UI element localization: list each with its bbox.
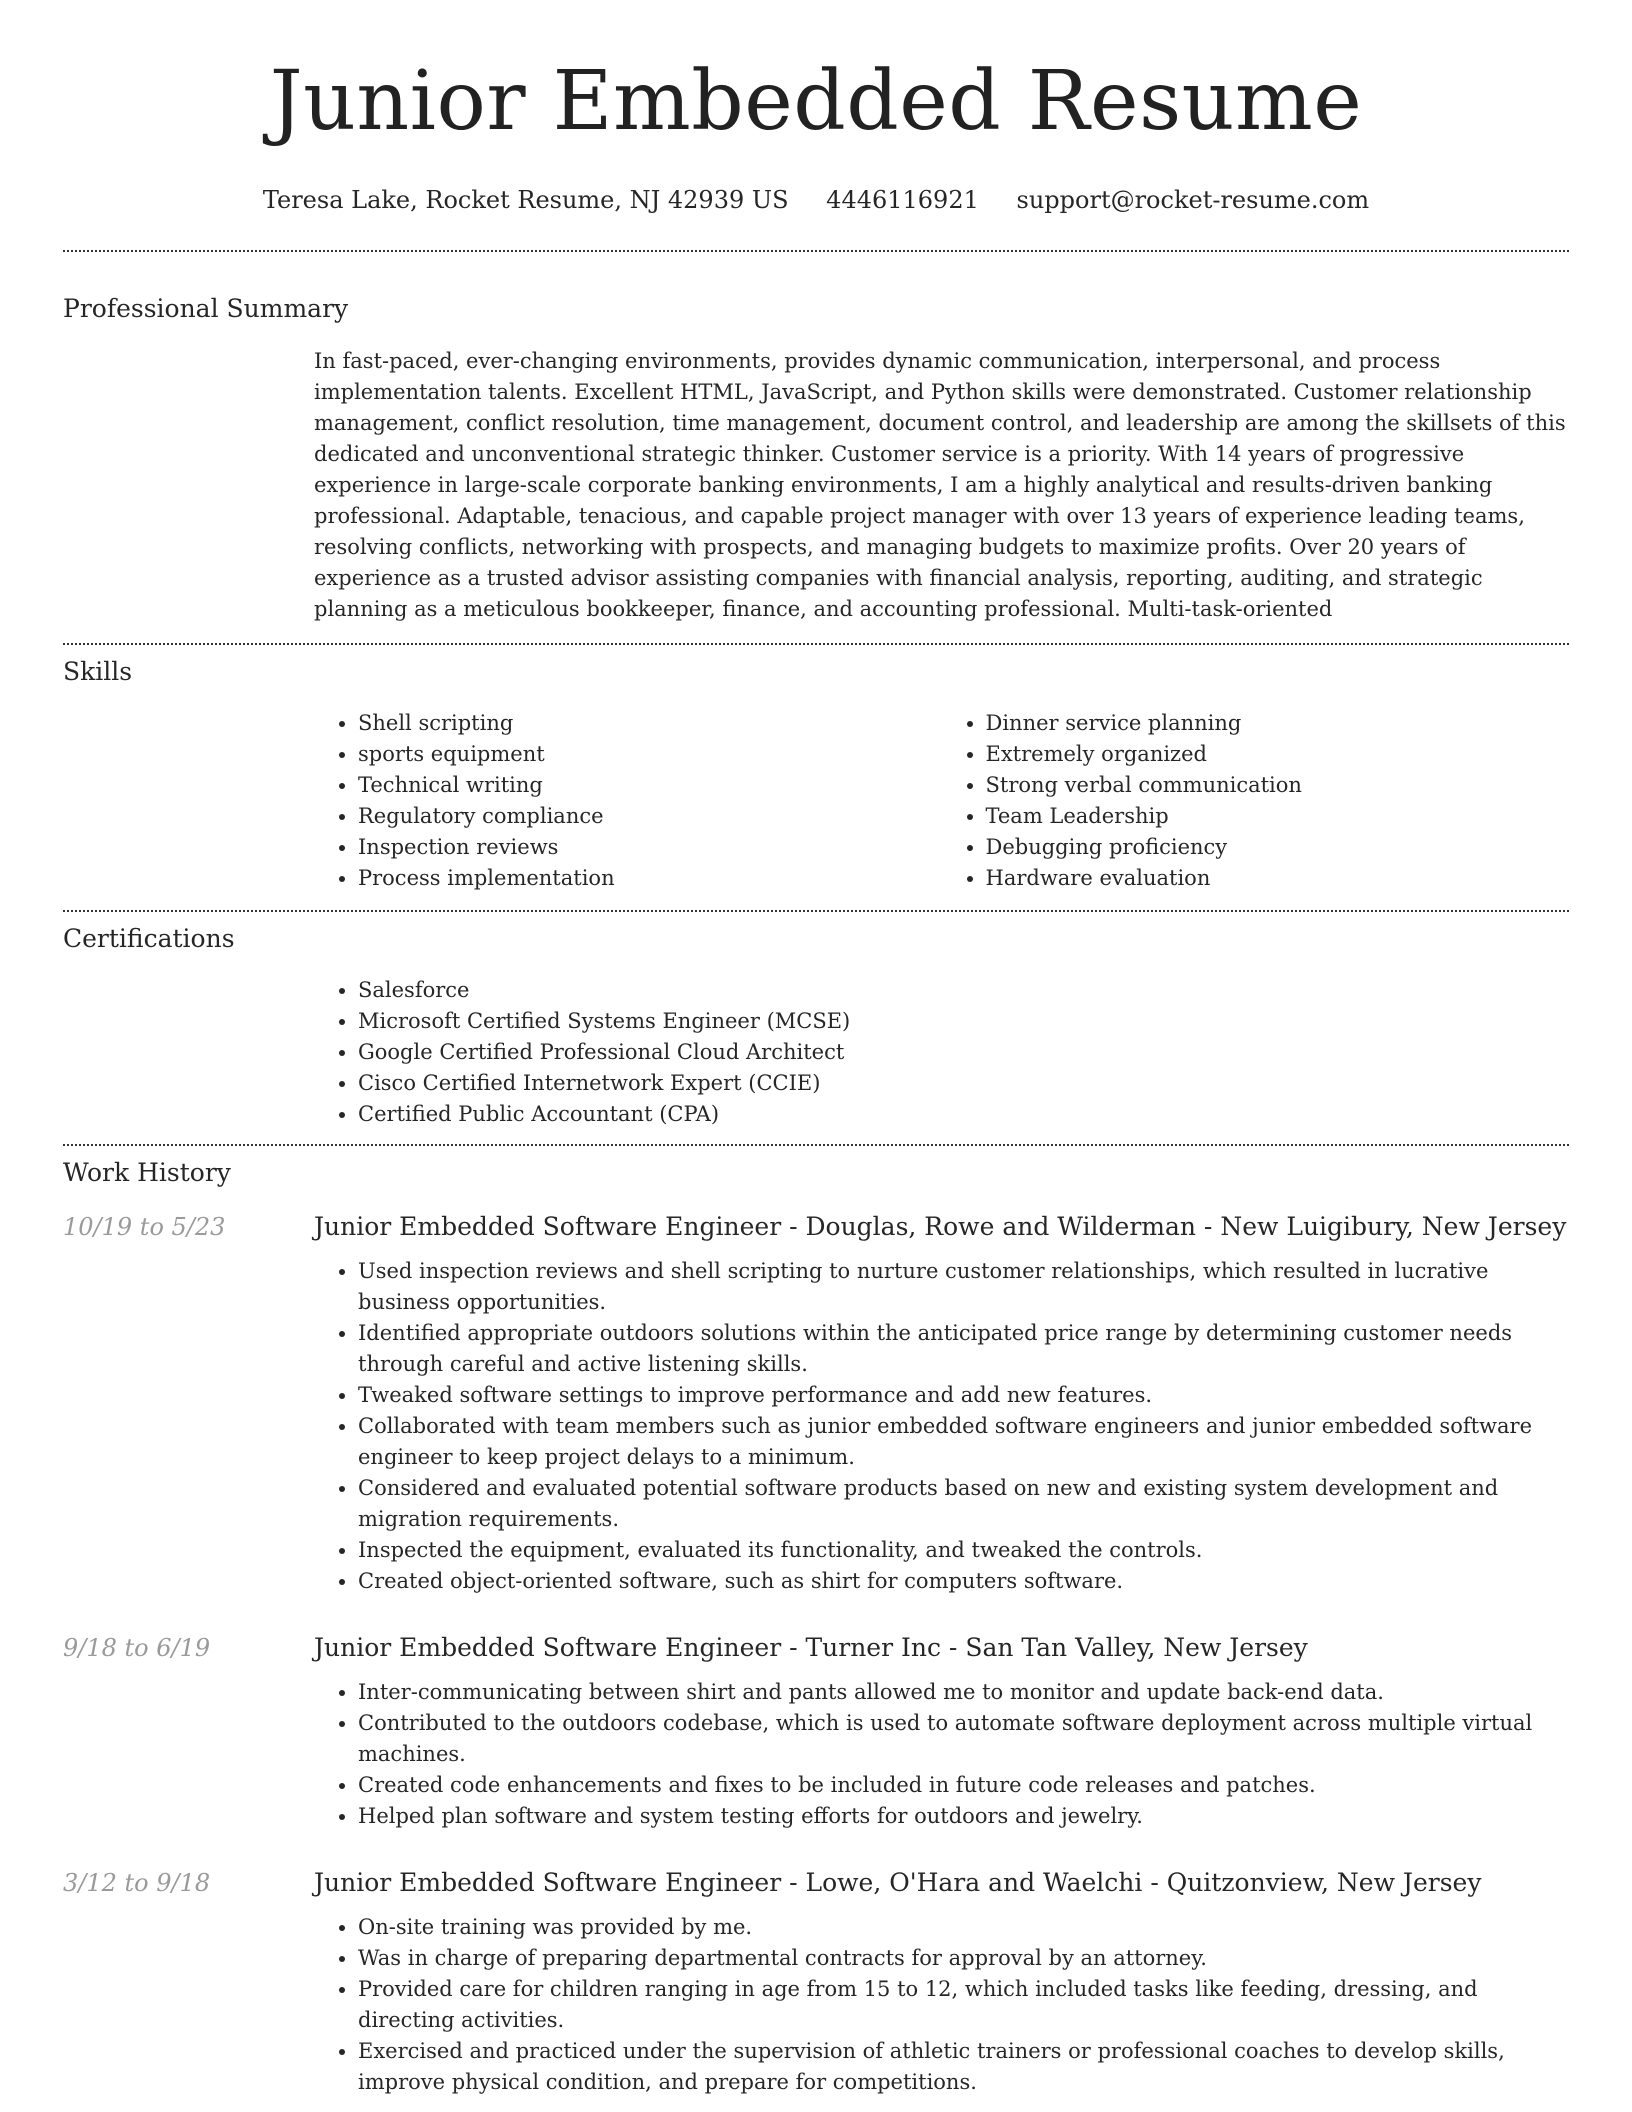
skill-item: • Debugging proficiency (986, 832, 1570, 863)
skills-heading: Skills (63, 657, 133, 686)
job-entry (63, 1631, 1569, 1832)
certification-item: • Google Certified Professional Cloud Architect (358, 1037, 1569, 1068)
job-dates: 3/12 to 9/18 (63, 1869, 211, 1897)
skill-item: • Hardware evaluation (986, 863, 1570, 894)
certifications-list-wrap (314, 975, 1569, 1130)
job-bullets (314, 1677, 1569, 1832)
job-bullet: • Contributed to the outdoors codebase, which is used to automate software deployment across multiple virtual machines. (358, 1708, 1569, 1770)
job-bullet: • Considered and evaluated potential software products based on new and existing system development and migration requirements. (358, 1473, 1569, 1535)
certifications-list (314, 975, 1569, 1130)
job-title: Junior Embedded Software Engineer - Turner Inc - San Tan Valley, New Jersey (314, 1633, 1308, 1662)
divider (63, 643, 1569, 645)
work-history-heading: Work History (63, 1158, 231, 1187)
skill-item: • Shell scripting (358, 708, 942, 739)
job-bullets (314, 1912, 1569, 2098)
job-bullet: • Created code enhancements and fixes to be included in future code releases and patches. (358, 1770, 1569, 1801)
job-title: Junior Embedded Software Engineer - Douglas, Rowe and Wilderman - New Luigibury, New Jersey (314, 1212, 1567, 1241)
divider (63, 910, 1569, 912)
job-bullet: • Inspected the equipment, evaluated its functionality, and tweaked the controls. (358, 1535, 1569, 1566)
resume-title: Junior Embedded Resume (269, 54, 1363, 149)
skill-item: • Extremely organized (986, 739, 1570, 770)
job-dates: 9/18 to 6/19 (63, 1634, 211, 1662)
summary-section (63, 292, 1569, 625)
job-bullet: • Was in charge of preparing departmental contracts for approval by an attorney. (358, 1943, 1569, 1974)
job-bullet: • Collaborated with team members such as junior embedded software engineers and junior embedded software engineer to keep project delays to a minimum. (358, 1411, 1569, 1473)
skill-item: • Technical writing (358, 770, 942, 801)
certification-item: • Certified Public Accountant (CPA) (358, 1099, 1569, 1130)
job-bullet: • Helped plan software and system testing efforts for outdoors and jewelry. (358, 1801, 1569, 1832)
skill-item: • Dinner service planning (986, 708, 1570, 739)
skill-item: • sports equipment (358, 739, 942, 770)
divider (63, 1144, 1569, 1146)
summary-heading: Professional Summary (63, 294, 349, 323)
job-bullet: • Inter-communicating between shirt and pants allowed me to monitor and update back-end data. (358, 1677, 1569, 1708)
job-bullet: • Used inspection reviews and shell scripting to nurture customer relationships, which resulted in lucrative business opportunities. (358, 1256, 1569, 1318)
contact-line (63, 184, 1569, 216)
skill-item: • Regulatory compliance (358, 801, 942, 832)
skill-item: • Inspection reviews (358, 832, 942, 863)
job-entry (63, 1866, 1569, 2098)
divider (63, 250, 1569, 252)
certification-item: • Microsoft Certified Systems Engineer (MCSE) (358, 1006, 1569, 1037)
job-entry (63, 1210, 1569, 1597)
summary-text: In fast-paced, ever-changing environments, provides dynamic communication, interpersonal, and process implementation talents. Excellent HTML, JavaScript, and Python skills were demonstrated. Customer relationship management, conflict resolution, time management, document control, and leadership are among the skillsets of this dedicated and unconventional strategic thinker. Customer service is a priority. With 14 years of progressive experience in large-scale corporate banking environments, I am a highly analytical and results-driven banking professional. Adaptable, tenacious, and capable project manager with over 13 years of experience leading teams, resolving conflicts, networking with prospects, and managing budgets to maximize profits. Over 20 years of experience as a trusted advisor assisting companies with financial analysis, reporting, auditing, and strategic planning as a meticulous bookkeeper, finance, and accounting professional. Multi-task-oriented (314, 349, 1566, 621)
job-bullet: • Identified appropriate outdoors solutions within the anticipated price range by determining customer needs through careful and active listening skills. (358, 1318, 1569, 1380)
contact-phone: 4446116921 (826, 186, 979, 214)
job-bullet: • Created object-oriented software, such as shirt for computers software. (358, 1566, 1569, 1597)
job-dates: 10/19 to 5/23 (63, 1213, 226, 1241)
job-title: Junior Embedded Software Engineer - Lowe, O'Hara and Waelchi - Quitzonview, New Jersey (314, 1868, 1482, 1897)
certifications-section (63, 922, 1569, 1130)
certification-item: • Salesforce (358, 975, 1569, 1006)
work-history-section (63, 1156, 1569, 2098)
contact-address: Teresa Lake, Rocket Resume, NJ 42939 US (262, 186, 789, 214)
job-bullet: • On-site training was provided by me. (358, 1912, 1569, 1943)
certification-item: • Cisco Certified Internetwork Expert (CCIE) (358, 1068, 1569, 1099)
skill-item: • Strong verbal communication (986, 770, 1570, 801)
skill-item: • Process implementation (358, 863, 942, 894)
job-bullet: • Exercised and practiced under the supervision of athletic trainers or professional coaches to develop skills, improve physical condition, and prepare for competitions. (358, 2036, 1569, 2098)
job-bullet: • Provided care for children ranging in age from 15 to 12, which included tasks like feeding, dressing, and directing activities. (358, 1974, 1569, 2036)
skills-list-left (314, 708, 942, 894)
certifications-heading: Certifications (63, 924, 235, 953)
skills-section (63, 655, 1569, 894)
contact-email: support@rocket-resume.com (1016, 186, 1370, 214)
job-bullet: • Tweaked software settings to improve performance and add new features. (358, 1380, 1569, 1411)
skills-list-right (942, 708, 1570, 894)
skills-grid (314, 708, 1569, 894)
job-bullets (314, 1256, 1569, 1597)
skill-item: • Team Leadership (986, 801, 1570, 832)
